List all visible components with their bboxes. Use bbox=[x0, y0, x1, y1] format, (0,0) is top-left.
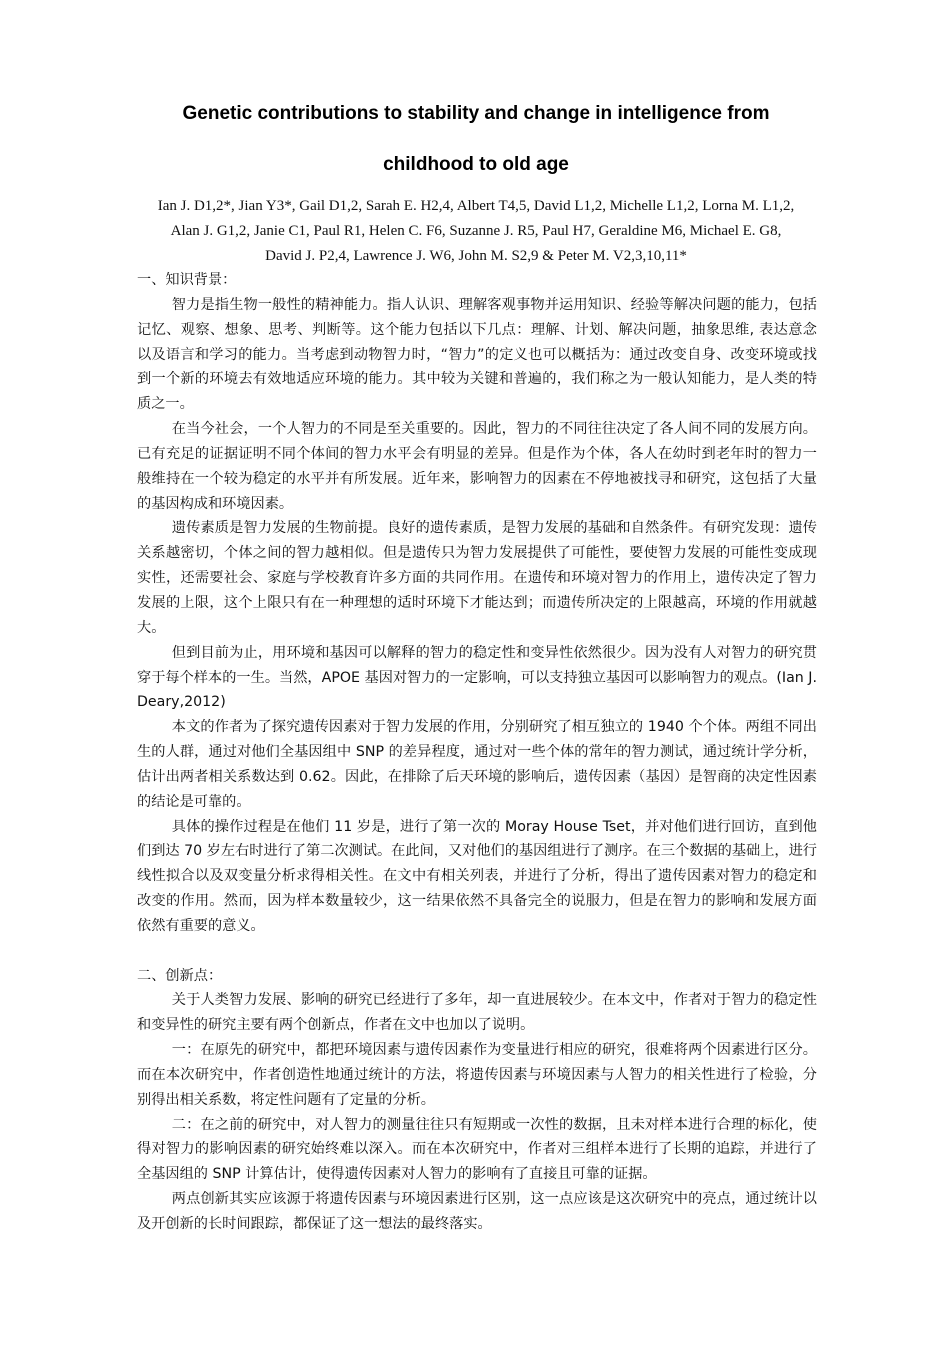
author-line: Alan J. G1,2, Janie C1, Paul R1, Helen C. F6, Suzanne J. R5, Paul H7, Geraldine M6, Michael E. G8, bbox=[170, 223, 782, 239]
paragraph: 在当今社会，一个人智力的不同是至关重要的。因此，智力的不同往往决定了各人间不同的发展方向。已有充足的证据证明不同个体间的智力水平会有明显的差异。但是作为个体，各人在幼时到老年时的智力一般维持在一个较为稳定的水平并有所发展。近年来，影响智力的因素在不停地被找寻和研究，这包括了大量的基因构成和环境因素。 bbox=[137, 421, 817, 512]
paragraph: 但到目前为止，用环境和基因可以解释的智力的稳定性和变异性依然很少。因为没有人对智力的研究贯穿于每个样本的一生。当然，APOE 基因对智力的一定影响，可以支持独立基因可以影响智力的观点。(Ian J. Deary,2012) bbox=[137, 644, 817, 711]
paragraph: 二：在之前的研究中，对人智力的测量往往只有短期或一次性的数据，且未对样本进行合理的标化，使得对智力的影响因素的研究始终难以深入。而在本次研究中，作者对三组样本进行了长期的追踪，并进行了全基因组的 SNP 计算估计，使得遗传因素对人智力的影响有了直接且可靠的证据。 bbox=[137, 1116, 817, 1183]
author-line: Ian J. D1,2*, Jian Y3*, Gail D1,2, Sarah E. H2,4, Albert T4,5, David L1,2, Michelle L1,2, Lorna M. L1,2, bbox=[157, 198, 795, 214]
paragraph: 关于人类智力发展、影响的研究已经进行了多年，却一直进展较少。在本文中，作者对于智力的稳定性和变异性的研究主要有两个创新点，作者在文中也加以了说明。 bbox=[137, 992, 817, 1034]
section-heading-innovation: 二、创新点： bbox=[137, 967, 223, 984]
paragraph: 智力是指生物一般性的精神能力。指人认识、理解客观事物并运用知识、经验等解决问题的能力，包括记忆、观察、想象、思考、判断等。这个能力包括以下几点：理解、计划、解决问题，抽象思维, 表达意念 以及语言和学习的能力。当考虑到动物智力时，“智力”的定义也可以概括为：通过改变自身、改变环境或找到一个新的环境去有效地适应环境的能力。其中较为关键和普遍的，我们称之为一般认知能力，是人类的特质之一。 bbox=[137, 296, 817, 413]
paragraph: 一：在原先的研究中，都把环境因素与遗传因素作为变量进行相应的研究，很难将两个因素进行区分。而在本次研究中，作者创造性地通过统计的方法，将遗传因素与环境因素与人智力的相关性进行了检验，分别得出相关系数，将定性问题有了定量的分析。 bbox=[137, 1042, 817, 1108]
paper-title-line-1: Genetic contributions to stability and change in intelligence from bbox=[182, 103, 770, 124]
paper-title-line-2: childhood to old age bbox=[383, 154, 569, 175]
paragraph: 具体的操作过程是在他们 11 岁是，进行了第一次的 Moray House Tset，并对他们进行回访，直到他们到达 70 岁左右时进行了第二次测试。在此间，又对他们的基因组进行了测序。在三个数据的基础上，进行线性拟合以及双变量分析求得相关性。在文中有相关列表，并进行了分析，得出了遗传因素对智力的稳定和改变的作用。然而，因为样本数量较少，这一结果依然不具备完全的说服力，但是在智力的影响和发展方面依然有重要的意义。 bbox=[137, 818, 817, 934]
author-line: David J. P2,4, Lawrence J. W6, John M. S2,9 & Peter M. V2,3,10,11* bbox=[265, 248, 687, 264]
author-list bbox=[130, 194, 822, 269]
document-body bbox=[137, 268, 817, 1237]
paragraph: 本文的作者为了探究遗传因素对于智力发展的作用，分别研究了相互独立的 1940 个个体。两组不同出生的人群，通过对他们全基因组中 SNP 的差异程度，通过对一些个体的常年的智力测试，通过统计学分析，估计出两者相关系数达到 0.62。因此，在排除了后天环境的影响后，遗传因素（基因）是智商的决定性因素的结论是可靠的。 bbox=[137, 719, 817, 810]
paragraph: 遗传素质是智力发展的生物前提。良好的遗传素质，是智力发展的基础和自然条件。有研究发现：遗传关系越密切，个体之间的智力越相似。但是遗传只为智力发展提供了可能性，要使智力发展的可能性变成现实性，还需要社会、家庭与学校教育许多方面的共同作用。在遗传和环境对智力的作用上，遗传决定了智力发展的上限，这个上限只有在一种理想的适时环境下才能达到；而遗传所决定的上限越高，环境的作用就越大。 bbox=[137, 520, 817, 636]
section-spacer bbox=[137, 939, 817, 964]
section-heading-background: 一、知识背景： bbox=[137, 272, 237, 288]
paragraph: 两点创新其实应该源于将遗传因素与环境因素进行区别，这一点应该是这次研究中的亮点，通过统计以及开创新的长时间跟踪，都保证了这一想法的最终落实。 bbox=[137, 1191, 817, 1233]
